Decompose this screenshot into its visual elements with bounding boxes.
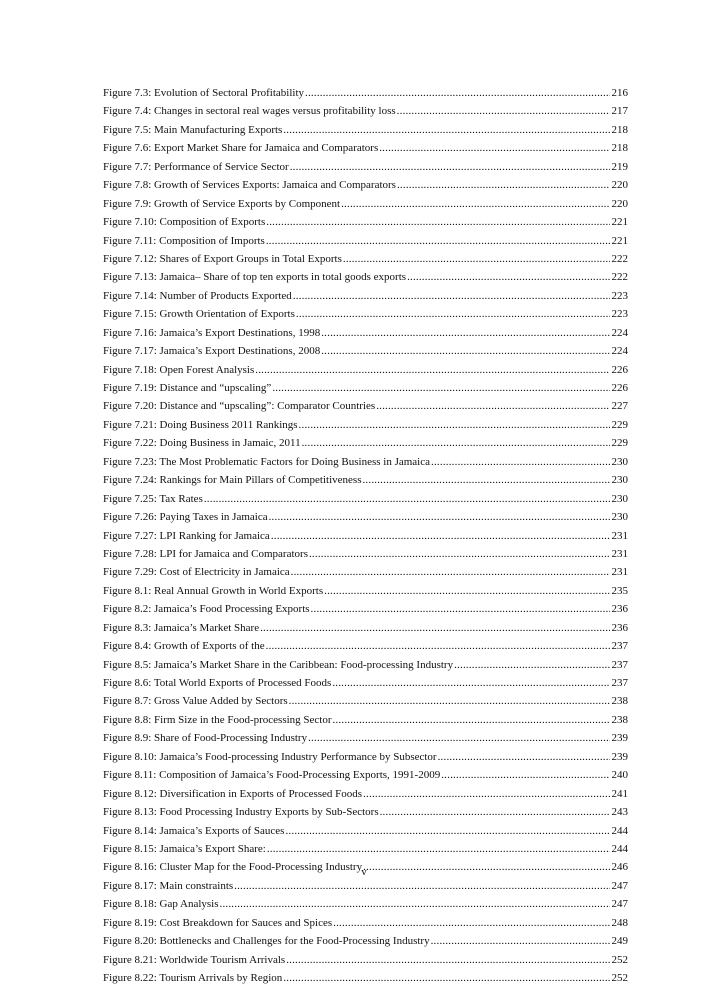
toc-entry-title: Figure 7.13: Jamaica– Share of top ten exports in total goods exports xyxy=(103,271,407,284)
toc-entry[interactable] xyxy=(103,453,628,471)
toc-entry-page: 252 xyxy=(611,953,628,966)
toc-entry[interactable] xyxy=(103,914,628,932)
dot-leader xyxy=(333,914,609,932)
toc-entry-page: 246 xyxy=(611,861,628,874)
toc-entry-page: 244 xyxy=(611,824,628,837)
dot-leader xyxy=(324,582,609,600)
toc-entry-page: 235 xyxy=(611,584,628,597)
toc-entry[interactable] xyxy=(103,158,628,176)
toc-entry[interactable] xyxy=(103,250,628,268)
dot-leader xyxy=(407,268,609,286)
toc-entry-title: Figure 7.15: Growth Orientation of Exports xyxy=(103,308,295,321)
dot-leader xyxy=(309,545,610,563)
dot-leader xyxy=(266,637,610,655)
dot-leader xyxy=(441,766,609,784)
toc-entry-page: 226 xyxy=(611,363,628,376)
toc-entry-page: 236 xyxy=(611,603,628,616)
toc-entry[interactable] xyxy=(103,508,628,526)
toc-entry-page: 226 xyxy=(611,382,628,394)
toc-entry[interactable] xyxy=(103,619,628,637)
dot-leader xyxy=(379,139,609,157)
toc-entry[interactable] xyxy=(103,582,628,600)
toc-entry-title: Figure 7.27: LPI Ranking for Jamaica xyxy=(103,529,270,542)
toc-entry-page: 247 xyxy=(611,879,628,892)
dot-leader xyxy=(341,195,609,213)
toc-entry-title: Figure 7.28: LPI for Jamaica and Comparators xyxy=(103,547,308,560)
toc-entry-page: 230 xyxy=(611,492,628,505)
toc-entry-title: Figure 8.9: Share of Food-Processing Industry xyxy=(103,732,308,745)
dot-leader xyxy=(302,434,610,452)
dot-leader xyxy=(290,158,610,176)
toc-entry-page: 231 xyxy=(611,529,628,542)
dot-leader xyxy=(333,711,610,729)
toc-entry[interactable] xyxy=(103,84,628,102)
toc-entry[interactable] xyxy=(103,213,628,231)
toc-entry[interactable] xyxy=(103,361,628,379)
toc-entry[interactable] xyxy=(103,600,628,618)
toc-entry[interactable] xyxy=(103,324,628,342)
toc-entry[interactable] xyxy=(103,822,628,840)
toc-entry-title: Figure 8.17: Main constraints xyxy=(103,879,234,892)
dot-leader xyxy=(454,656,609,674)
dot-leader xyxy=(305,84,609,102)
toc-entry-page: 219 xyxy=(611,160,628,173)
toc-entry-page: 248 xyxy=(611,916,628,929)
toc-entry-page: 222 xyxy=(611,252,628,265)
toc-entry[interactable] xyxy=(103,545,628,563)
toc-entry-page: 239 xyxy=(611,750,628,763)
toc-entry-page: 231 xyxy=(611,547,628,560)
toc-entry[interactable] xyxy=(103,176,628,194)
toc-entry-title: Figure 8.1: Real Annual Growth in World Exports xyxy=(103,584,324,597)
toc-entry[interactable] xyxy=(103,729,628,747)
dot-leader xyxy=(271,527,610,545)
dot-leader xyxy=(255,361,609,379)
toc-entry-page: 224 xyxy=(611,345,628,358)
toc-entry-title: Figure 7.8: Growth of Services Exports: Jamaica and Comparators xyxy=(103,179,396,192)
toc-entry[interactable] xyxy=(103,121,628,139)
dot-leader xyxy=(321,324,609,342)
toc-entry-title: Figure 7.16: Jamaica’s Export Destinations, 1998 xyxy=(103,326,321,339)
dot-leader xyxy=(311,600,610,618)
toc-entry-page: 249 xyxy=(611,935,628,948)
toc-entry-title: Figure 8.18: Gap Analysis xyxy=(103,898,219,911)
dot-leader xyxy=(269,508,610,526)
toc-entry-page: 223 xyxy=(611,308,628,321)
toc-entry-title: Figure 8.6: Total World Exports of Processed Foods xyxy=(103,677,332,689)
dot-leader xyxy=(260,619,609,637)
toc-entry-title: Figure 8.3: Jamaica’s Market Share xyxy=(103,621,260,634)
toc-entry[interactable] xyxy=(103,692,628,710)
dot-leader xyxy=(266,232,610,250)
toc-entry-page: 220 xyxy=(611,179,628,192)
toc-entry-title: Figure 7.3: Evolution of Sectoral Profitability xyxy=(103,87,305,99)
dot-leader xyxy=(293,287,610,305)
toc-entry-title: Figure 7.25: Tax Rates xyxy=(103,492,203,505)
dot-leader xyxy=(289,692,610,710)
toc-entry-title: Figure 7.22: Doing Business in Jamaic, 2011 xyxy=(103,437,301,450)
toc-entry-page: 224 xyxy=(611,326,628,339)
toc-entry[interactable] xyxy=(103,527,628,545)
toc-entry[interactable] xyxy=(103,895,628,913)
dot-leader xyxy=(380,803,610,821)
dot-leader xyxy=(397,176,610,194)
toc-entry-page: 231 xyxy=(611,566,628,579)
toc-entry-page: 227 xyxy=(611,400,628,413)
toc-entry-title: Figure 8.7: Gross Value Added by Sectors xyxy=(103,695,288,708)
dot-leader xyxy=(362,471,609,489)
dot-leader xyxy=(220,895,610,913)
toc-entry-title: Figure 8.11: Composition of Jamaica’s Food-Processing Exports, 1991-2009 xyxy=(103,769,441,782)
toc-entry-title: Figure 8.20: Bottlenecks and Challenges for the Food-Processing Industry xyxy=(103,935,430,948)
toc-entry[interactable] xyxy=(103,232,628,250)
toc-entry[interactable] xyxy=(103,674,628,692)
toc-entry[interactable] xyxy=(103,102,628,120)
toc-entry[interactable] xyxy=(103,342,628,360)
dot-leader xyxy=(296,305,610,323)
dot-leader xyxy=(321,342,609,360)
toc-entry-title: Figure 8.21: Worldwide Tourism Arrivals xyxy=(103,953,286,966)
toc-entry-title: Figure 8.13: Food Processing Industry Exports by Sub-Sectors xyxy=(103,806,379,819)
toc-entry-title: Figure 8.10: Jamaica’s Food-processing Industry Performance by Subsector xyxy=(103,750,437,763)
toc-entry[interactable] xyxy=(103,932,628,950)
dot-leader xyxy=(285,822,609,840)
toc-entry-page: 217 xyxy=(611,105,628,118)
toc-entry[interactable] xyxy=(103,766,628,784)
toc-entry-page: 239 xyxy=(611,732,628,745)
toc-entry-page: 230 xyxy=(611,455,628,468)
toc-entry[interactable] xyxy=(103,139,628,157)
toc-entry[interactable] xyxy=(103,748,628,766)
dot-leader xyxy=(431,453,609,471)
dot-leader xyxy=(267,840,610,858)
toc-entry-title: Figure 8.8: Firm Size in the Food-processing Sector xyxy=(103,713,332,726)
toc-entry[interactable] xyxy=(103,434,628,452)
dot-leader xyxy=(299,416,610,434)
toc-entry-page: 244 xyxy=(611,842,628,855)
dot-leader xyxy=(204,490,610,508)
dot-leader xyxy=(234,877,609,895)
dot-leader xyxy=(283,121,609,139)
toc-entry-page: 241 xyxy=(611,787,628,800)
toc-entry-page: 220 xyxy=(611,197,628,210)
toc-entry-title: Figure 8.5: Jamaica’s Market Share in the Caribbean: Food-processing Industry xyxy=(103,658,454,671)
toc-entry-title: Figure 7.11: Composition of Imports xyxy=(103,234,265,247)
page-number: v xyxy=(361,866,367,878)
toc-entry-title: Figure 7.14: Number of Products Exported xyxy=(103,289,292,302)
dot-leader xyxy=(376,397,609,415)
toc-entry-page: 216 xyxy=(611,87,628,99)
toc-entry-title: Figure 7.21: Doing Business 2011 Rankings xyxy=(103,418,298,431)
toc-entry-page: 240 xyxy=(611,769,628,782)
toc-entry[interactable] xyxy=(103,287,628,305)
dot-leader xyxy=(363,785,609,803)
toc-entry[interactable] xyxy=(103,471,628,489)
toc-entry[interactable] xyxy=(103,951,628,969)
toc-entry-title: Figure 7.20: Distance and “upscaling”: Comparator Countries xyxy=(103,400,376,413)
toc-entry-title: Figure 8.4: Growth of Exports of the xyxy=(103,640,265,653)
toc-entry[interactable] xyxy=(103,656,628,674)
dot-leader xyxy=(291,563,610,581)
toc-entry-page: 218 xyxy=(611,123,628,136)
toc-entry[interactable] xyxy=(103,397,628,415)
list-of-figures xyxy=(103,84,628,987)
toc-entry-page: 222 xyxy=(611,271,628,284)
dot-leader xyxy=(308,729,609,747)
dot-leader xyxy=(332,674,609,692)
toc-entry-title: Figure 7.6: Export Market Share for Jamaica and Comparators xyxy=(103,142,379,155)
toc-entry-title: Figure 8.15: Jamaica’s Export Share: xyxy=(103,842,266,855)
toc-entry-page: 238 xyxy=(611,713,628,726)
toc-entry-title: Figure 8.2: Jamaica’s Food Processing Exports xyxy=(103,603,310,616)
dot-leader xyxy=(343,250,610,268)
toc-entry-title: Figure 7.29: Cost of Electricity in Jamaica xyxy=(103,566,290,579)
toc-entry[interactable] xyxy=(103,877,628,895)
toc-entry-page: 229 xyxy=(611,437,628,450)
toc-entry-page: 237 xyxy=(611,640,628,653)
dot-leader xyxy=(431,932,610,950)
toc-entry-page: 236 xyxy=(611,621,628,634)
toc-entry-title: Figure 8.22: Tourism Arrivals by Region xyxy=(103,972,283,984)
toc-entry-page: 223 xyxy=(611,289,628,302)
toc-entry[interactable] xyxy=(103,490,628,508)
toc-entry-title: Figure 7.26: Paying Taxes in Jamaica xyxy=(103,511,268,524)
toc-entry[interactable] xyxy=(103,969,628,987)
toc-entry-title: Figure 7.9: Growth of Service Exports by Component xyxy=(103,197,341,210)
toc-entry-title: Figure 7.24: Rankings for Main Pillars of Competitiveness xyxy=(103,474,362,487)
toc-entry[interactable] xyxy=(103,711,628,729)
toc-entry-title: Figure 8.16: Cluster Map for the Food-Processing Industry xyxy=(103,861,363,874)
toc-entry[interactable] xyxy=(103,637,628,655)
toc-entry-page: 221 xyxy=(611,234,628,247)
toc-entry[interactable] xyxy=(103,803,628,821)
toc-entry-page: 252 xyxy=(611,972,628,984)
toc-entry-page: 218 xyxy=(611,142,628,155)
toc-entry-title: Figure 8.19: Cost Breakdown for Sauces and Spices xyxy=(103,916,333,929)
toc-entry[interactable] xyxy=(103,785,628,803)
toc-entry-title: Figure 8.12: Diversification in Exports of Processed Foods xyxy=(103,787,363,800)
toc-entry[interactable] xyxy=(103,305,628,323)
toc-entry-title: Figure 7.4: Changes in sectoral real wages versus profitability loss xyxy=(103,105,396,118)
toc-entry-title: Figure 7.10: Composition of Exports xyxy=(103,216,266,229)
dot-leader xyxy=(286,951,609,969)
toc-entry-title: Figure 7.19: Distance and “upscaling” xyxy=(103,382,272,394)
toc-entry-title: Figure 7.12: Shares of Export Groups in Total Exports xyxy=(103,252,342,265)
toc-entry-page: 247 xyxy=(611,898,628,911)
toc-entry[interactable] xyxy=(103,379,628,397)
toc-entry-page: 238 xyxy=(611,695,628,708)
toc-entry-page: 243 xyxy=(611,806,628,819)
toc-entry-title: Figure 7.5: Main Manufacturing Exports xyxy=(103,123,283,136)
toc-entry-title: Figure 8.14: Jamaica’s Exports of Sauces xyxy=(103,824,285,837)
toc-entry[interactable] xyxy=(103,268,628,286)
toc-entry-title: Figure 7.7: Performance of Service Sector xyxy=(103,160,289,173)
dot-leader xyxy=(283,969,609,987)
toc-entry-title: Figure 7.23: The Most Problematic Factors for Doing Business in Jamaica xyxy=(103,455,431,468)
toc-entry-title: Figure 7.17: Jamaica’s Export Destinations, 2008 xyxy=(103,345,321,358)
toc-entry-page: 229 xyxy=(611,418,628,431)
toc-entry-page: 230 xyxy=(611,511,628,524)
toc-entry[interactable] xyxy=(103,563,628,581)
toc-entry-title: Figure 7.18: Open Forest Analysis xyxy=(103,363,255,376)
dot-leader xyxy=(397,102,610,120)
toc-entry-page: 230 xyxy=(611,474,628,487)
toc-entry[interactable] xyxy=(103,195,628,213)
toc-entry-page: 237 xyxy=(611,658,628,671)
toc-entry[interactable] xyxy=(103,416,628,434)
toc-entry-page: 237 xyxy=(611,677,628,689)
dot-leader xyxy=(272,379,609,397)
dot-leader xyxy=(438,748,610,766)
dot-leader xyxy=(266,213,609,231)
toc-entry-page: 221 xyxy=(611,216,628,229)
toc-entry[interactable] xyxy=(103,840,628,858)
